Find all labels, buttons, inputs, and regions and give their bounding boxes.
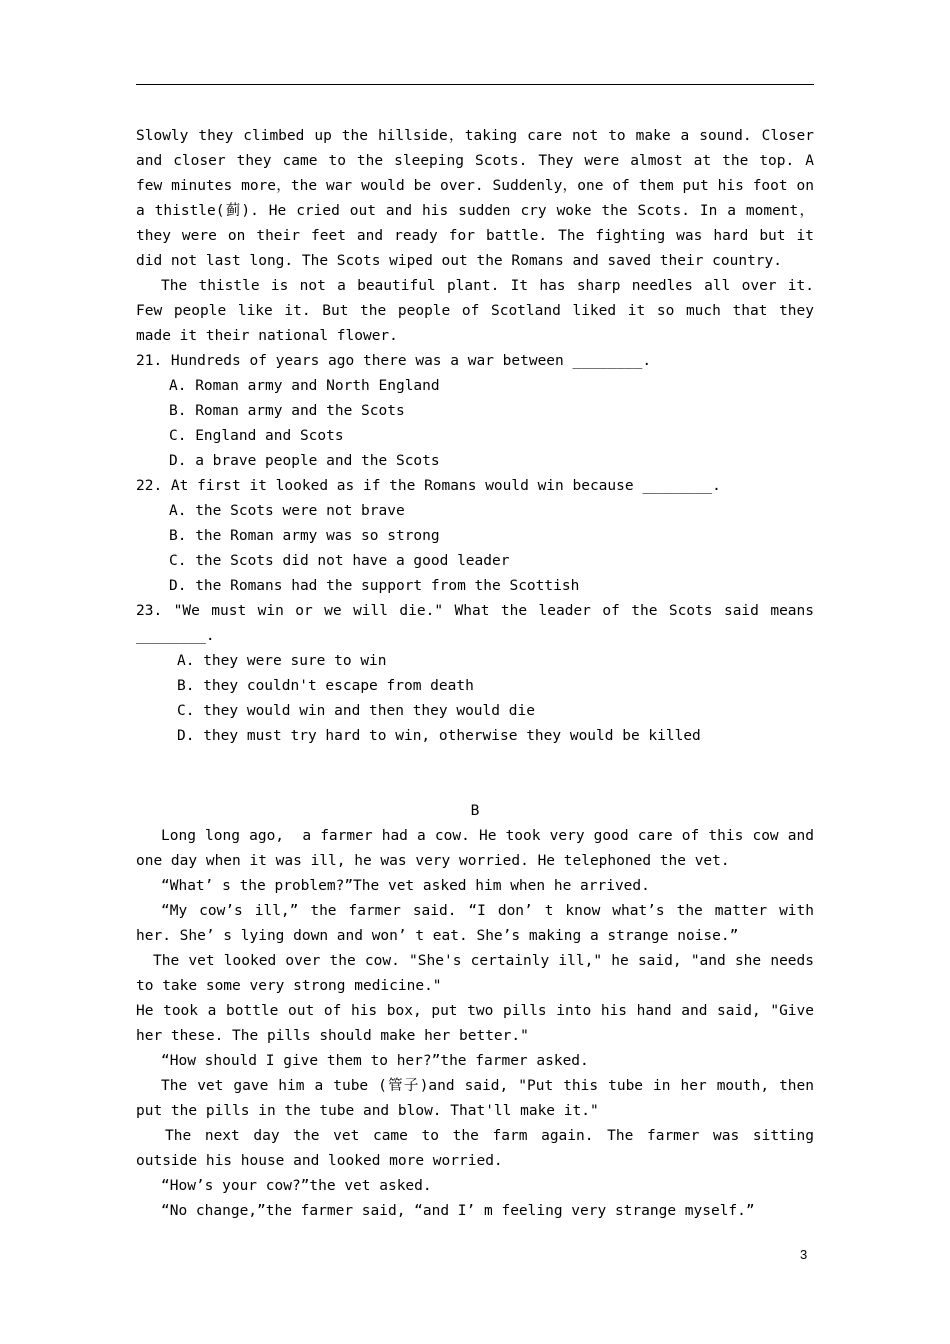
question-23-option-a: A. they were sure to win — [177, 653, 387, 669]
question-23-option-b: B. they couldn't escape from death — [177, 678, 474, 694]
question-23-stem: 23. "We must win or we will die." What the leader of the Scots said means ________. — [136, 603, 823, 644]
passage-b-paragraph-2: “What’ s the problem?”The vet asked him when he arrived. — [161, 878, 650, 894]
question-23-option-d: D. they must try hard to win, otherwise they would be killed — [177, 728, 701, 744]
passage-b-paragraph-10: “No change,”the farmer said, “and I’ m feeling very strange myself.” — [161, 1203, 755, 1219]
passage-b-paragraph-9: “How’s your cow?”the vet asked. — [161, 1178, 432, 1194]
question-22-option-d: D. the Romans had the support from the Scottish — [169, 578, 580, 594]
page-content — [136, 124, 823, 1224]
question-21-option-c: C. England and Scots — [169, 428, 344, 444]
passage-a-paragraph-1: Slowly they climbed up the hillside，taking care not to make a sound. Closer and closer they came to the sleeping Scots. They were almost at the top. A few minutes more，the war would be over. Suddenly，one of them put his foot on a thistle(蓟). He cried out and his sudden cry woke the Scots. In a moment，they were on their feet and ready for battle. The fighting was hard but it did not last long. The Scots wiped out the Romans and saved their country. — [136, 128, 823, 269]
question-21-stem: 21. Hundreds of years ago there was a war between ________. — [136, 353, 652, 369]
passage-b-paragraph-8: The next day the vet came to the farm again. The farmer was sitting outside his house and looked more worried. — [136, 1128, 823, 1169]
header-rule — [136, 84, 814, 85]
question-21-option-d: D. a brave people and the Scots — [169, 453, 440, 469]
question-21-option-a: A. Roman army and North England — [169, 378, 440, 394]
passage-a-paragraph-2: The thistle is not a beautiful plant. It has sharp needles all over it. Few people like it. But the people of Scotland liked it so much that they made it their national flower. — [136, 278, 823, 344]
question-22-stem: 22. At first it looked as if the Romans would win because ________. — [136, 478, 721, 494]
question-22-option-b: B. the Roman army was so strong — [169, 528, 440, 544]
question-21-option-b: B. Roman army and the Scots — [169, 403, 405, 419]
question-23-option-c: C. they would win and then they would die — [177, 703, 535, 719]
passage-b-paragraph-1: Long long ago, a farmer had a cow. He took very good care of this cow and one day when it was ill, he was very worried. He telephoned the vet. — [136, 828, 823, 869]
passage-b-paragraph-7: The vet gave him a tube (管子)and said, "Put this tube in her mouth, then put the pills in the tube and blow. That'll make it." — [136, 1078, 823, 1119]
passage-b-title: B — [470, 803, 480, 819]
passage-b-paragraph-4: The vet looked over the cow. "She's certainly ill," he said, "and she needs to take some very strong medicine." — [136, 953, 823, 994]
passage-b-paragraph-5: He took a bottle out of his box, put two pills into his hand and said, "Give her these. The pills should make her better." — [136, 1003, 823, 1044]
question-22-option-a: A. the Scots were not brave — [169, 503, 405, 519]
page-number: 3 — [800, 1247, 808, 1262]
passage-b-paragraph-3: “My cow’s ill,” the farmer said. “I don’ t know what’s the matter with her. She’ s lying down and won’ t eat. She’s making a strange noise.” — [136, 903, 823, 944]
question-22-option-c: C. the Scots did not have a good leader — [169, 553, 510, 569]
passage-b-paragraph-6: “How should I give them to her?”the farmer asked. — [161, 1053, 589, 1069]
